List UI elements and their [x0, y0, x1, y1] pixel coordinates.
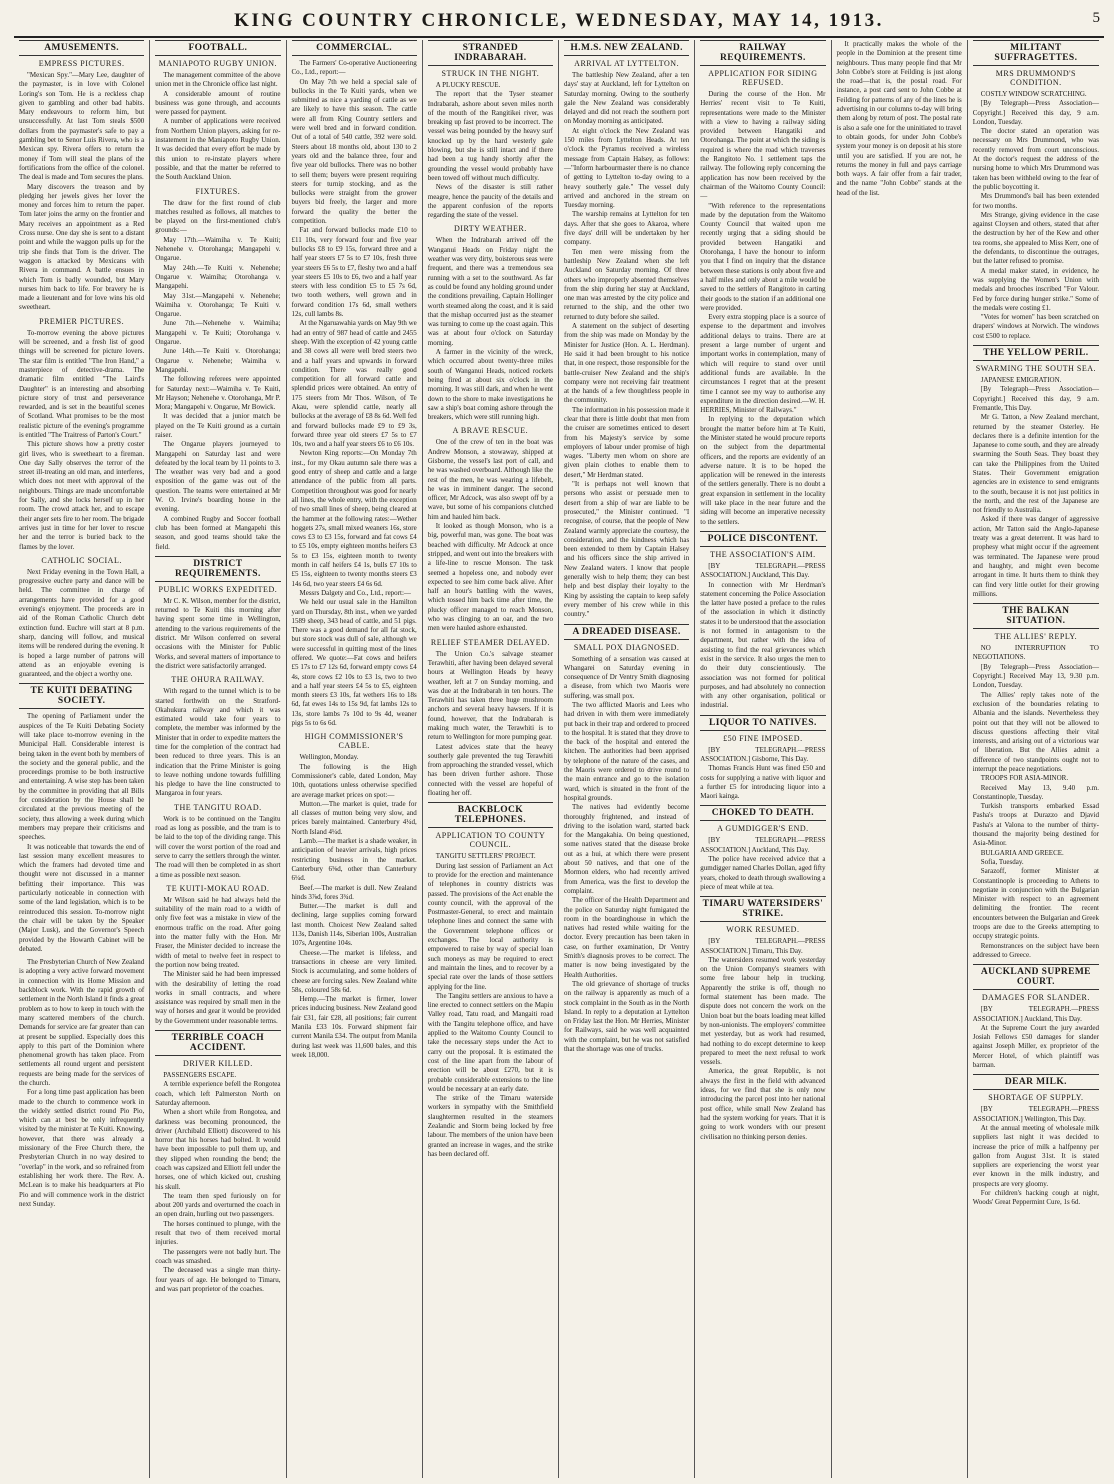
article-paragraph: [BY TELEGRAPH.—PRESS ASSOCIATION.] Wellington, This Day.	[972, 1105, 1099, 1123]
article-subheading: A BRAVE RESCUE.	[452, 426, 529, 436]
article-paragraph: [By Telegraph—Press Association—Copyright.] Received this day, 9 a.m. Fremantle, This Day.	[972, 385, 1099, 412]
article-paragraph: The following is the High Commissioner's cable, dated London, May 10th, quotations unless otherwise specified are average market prices on spot:—	[291, 762, 417, 799]
article	[837, 40, 962, 198]
article-paragraph: Lamb.—The market is a shade weaker, in anticipation of heavier arrivals, high prices restricting business in the market. Canterbury 6⅝d, other than Canterbury 6¼d.	[291, 837, 417, 883]
article	[428, 40, 553, 220]
article-paragraph: Sarazoff, former Minister at Constantinople is proceeding to Athens to negotiate in conjunction with the Bulgarian Minister with respect to an agreement delimiting the frontier. The recent encounters between the Bulgarian and Greek troops are due to the Greeks attempting to occupy strategic points.	[972, 867, 1099, 941]
article-subheading: APPLICATION FOR SIDING REFUSED.	[708, 69, 818, 87]
article	[19, 40, 144, 313]
article-heading: THE BALKAN SITUATION.	[973, 603, 1099, 629]
article	[19, 683, 144, 954]
article-heading: THE YELLOW PERIL.	[973, 345, 1099, 361]
column-6	[695, 40, 831, 1478]
article-heading: TE KUITI DEBATING SOCIETY.	[19, 683, 144, 709]
article-paragraph: Mr Wilson said he had always held the suitability of the main road to a width of only five feet was a mistake in view of the enormous traffic on the road. After going into the matter fully with the Hon. Mr Fraser, the Minister decided to increase the width of metal to twelve feet in respect to the portion now being treated.	[155, 895, 281, 969]
article-paragraph: The team then sped furiously on for about 200 yards and overturned the coach in an open drain, hurling out two passengers.	[155, 1191, 281, 1219]
article-subheading: DRIVER KILLED.	[183, 1059, 253, 1069]
masthead	[14, 6, 1104, 38]
article-heading: LIQUOR TO NATIVES.	[700, 715, 825, 731]
article-paragraph: A considerable amount of routine business was gone through, and accounts were passed for payment.	[155, 89, 281, 117]
article-subheading: EMPRESS PICTURES.	[38, 59, 125, 68]
article-paragraph: The battleship New Zealand, after a ten days' stay at Auckland, left for Lyttelton on Saturday morning. Owing to the southerly gale the New Zealand was considerably delayed and did not reach the southern port on Monday morning as anticipated.	[564, 71, 690, 126]
article-paragraph: The officer of the Health Department and the police on Saturday night fumigated the room in the boardinghouse in which the natives had rested while waiting for the doctor. Every precaution has been taken in case, on further examination, Dr Ventry Smith's diagnosis proves to be correct. The matter is now being investigated by the Health Authorities.	[564, 896, 690, 979]
article-paragraph: Sofia, Tuesday.	[980, 857, 1024, 866]
article-paragraph: A statement on the subject of deserting from the ship was made on Monday by the Minister for Justice (Hon. A. L. Herdman). He said it had been brought to his notice that, in one respect, those responsible for the battle-cruiser New Zealand and the ship's company were not receiving fair treatment at the hands of a few thoughtless people in the community.	[564, 322, 690, 405]
article-paragraph: A number of applications were received from Northern Union players, asking for re-instatement in the Maniapoto Rugby Union. It was decided that every effort be made by this union to re-instate players where possible, and that the matter be referred to the South Auckland Union.	[155, 117, 281, 182]
article	[564, 624, 689, 1055]
article-paragraph: Messrs Dalgety and Co., Ltd., report:—	[299, 588, 411, 597]
article-paragraph: In connection with Mr Herdman's statement concerning the Police Association the latter have posted a preface to the rules of the association in which it distinctly states it to be understood that the association is not formed in antagonism to the department, but rather with the idea of assisting to find the real grievances which exist in the service. It also urges the men to do their duty conscientiously. The association was not formed for political purposes, and had absolutely no connection with any other organisation, political or industrial.	[700, 580, 826, 710]
article-paragraph: It was noticeable that towards the end of last session many excellent measures to which the framers had devoted time and thought were not discussed in a manner befitting their importance. This was particularly noticeable in connection with some of the land legislation, which is to be reintroduced this session. To-morrow night the chair will be taken by the Speaker (Major Lusk), and the Governor's Speech provided by the Howarth Cabinet will be debated.	[19, 842, 145, 953]
article-subheading: £50 FINE IMPOSED.	[723, 733, 803, 743]
article-paragraph: Hemp.—The market is firmer, lower prices inducing business. New Zealand good fair £31, fair £28, all positions; fair current Manila £33 10s. Forward shipment fair current Manila £34. The output from Manila during last week was 11,600 bales, and this week 18,000.	[291, 995, 417, 1059]
article-paragraph: At the Supreme Court the jury awarded Josiah Fellows £50 damages for slander against Joseph Miller, ex proprietor of the Mercer Hotel, of which plaintiff was barman.	[972, 1023, 1099, 1070]
article-paragraph: When the Indrabarah arrived off the Wanganui Heads on Friday night the weather was very dirty, boisterous seas were frequent, and there was a tremendous sea running with a set to the southward. As far as could be found any holding ground under the conditions prevailing, Captain Hollinger worth steamed along the coast, and it is said that the mishap occurred just as the steamer was turning to come up the coast again. This was at about four o'clock on Saturday morning.	[427, 236, 553, 347]
article	[700, 896, 825, 1142]
article-paragraph: The following referees were appointed for Saturday next:—Waimiha v. Te Kuiti, Mr Hayson; Nehenehe v. Otorohanga, Mr P. Mora; Mangapehi v. Ongarue, Mr Bowick.	[155, 375, 281, 412]
article-paragraph: It was decided that a junior match be played on the Te Kuiti ground as a curtain raiser.	[155, 412, 281, 439]
article	[973, 40, 1099, 341]
article-paragraph: Fat and forward bullocks made £10 to £11 10s, very forward four and five year bullocks £8 to £9 15s, forward three and a half year steers £7 5s to £7 10s, fresh three year steers £6 5s to £7, fleshy two and a half year steers £5 10s to £6, two and a half year steers with less condition £5 to £5 7s 6d, two tooth wethers, well grown and in forward condition 17s 6d, small wethers 12s, cull lambs 8s.	[291, 226, 417, 319]
article-heading: AUCKLAND SUPREME COURT.	[973, 964, 1099, 990]
article-subheading: SHORTAGE OF SUPPLY.	[988, 1093, 1084, 1103]
article-paragraph: The Minister said he had been impressed with the desirability of letting the road works in small contracts, and where assistance was required by small men in the way of horses and gear it would be provided by the Government under reasonable terms.	[155, 970, 281, 1025]
article-paragraph: It looked as though Monson, who is a big, powerful man, was gone. The boat was beached with difficulty. Mr Adcock at once stripped, and went out into the breakers with a life-line to rescue Monson. The task seemed a hopeless one, and nobody ever expected to see him come back alive. After half an hour's battling with the waves, which tossed him back time after time, the plucky officer managed to reach Monson, who was clinging to an oar, and the two men were hauled ashore exhausted.	[427, 522, 553, 633]
article-paragraph: This picture shows how a pretty coster girl lives, who is sweetheart to a fireman. One day Sally observes the terror of the street ill-treating an old man, and interferes, which does not meet with approval of the neighbours. Things are made uncomfortable for Sally, and she locks herself up in her room. The crowd attack her, and to escape their anger sets fire to her room. The brigade arrives just in time for her lover to rescue her and the terror is buried back to the flames by the lover.	[19, 440, 145, 551]
article-paragraph: BULGARIA AND GREECE.	[980, 848, 1064, 857]
article	[292, 732, 417, 1060]
article-paragraph: A medal maker stated, in evidence, he was supplying the Women's Union with medals and brooches inscribed "For Valour. Fed by force during hunger strike." Some of the medals were costing £1.	[972, 266, 1099, 312]
article-paragraph: [BY TELEGRAPH.—PRESS ASSOCIATION.] Timaru, This Day.	[700, 937, 826, 955]
article-heading: TIMARU WATERSIDERS' STRIKE.	[700, 896, 825, 922]
article	[700, 531, 825, 711]
article-paragraph: "Mexican Spy."—Mary Lee, daughter of the paymaster, is in love with Colonel Loring's son Tom. He is a reckless chap given to gambling and other bad habits. Mary endeavours to reform him, but unsuccessfully. At last Tom steals $500 dollars from the paymaster's safe to pay a gambling bet to Senor Luis Rivera, who is a Mexican spy. Rivera offers to return the money if Tom will steal the plans of the fortifications from the office of the colonel. The deal is made and Tom secures the plans.	[19, 71, 145, 182]
article-paragraph: The doctor stated an operation was necessary on Mrs Drummond, who was recently removed from court unconscious. At the doctor's request the address of the nursing home to which Mrs Drummond was taken has been withheld owing to the fear of the public boycotting it.	[972, 127, 1099, 191]
article	[155, 803, 280, 880]
article	[700, 40, 825, 527]
article-paragraph: The old grievance of shortage of trucks on the railway is apparently as much of a stock complaint in the South as in the North Island. In reply to a deputation at Lyttelton on Friday last the Hon. Mr Herries, Minister for Railways, said he was well acquainted with the complaint, but he was not satisfied that the shortage was one of trucks.	[564, 979, 690, 1053]
article	[155, 675, 280, 799]
article-paragraph: The passengers were not badly hurt. The coach was smashed.	[155, 1247, 281, 1265]
column-1	[14, 40, 150, 1478]
column-8	[968, 40, 1104, 1478]
article	[700, 805, 825, 892]
article-paragraph: On May 7th we held a special sale of bullocks in the Te Kuiti yards, when we submitted as nice a yarding of cattle as we are likely to have this season. The cattle were all from King Country settlers and were well bred and in forward condition. Out of a total of 540 cattle, 392 were sold. Steers about 18 months old, about 130 to 2 years old and the balance three, four and five year old bullocks. There was no bother to sell them; buyers were present requiring steers for turnip stocking, and as the bullocks were straight from the grower buyers bid freely, the larger and more forward the quality the better the competition.	[291, 77, 417, 226]
article	[973, 603, 1099, 960]
article-paragraph: The police have received advice that a gumdigger named Charles Dollan, aged fifty years, choked to death through swallowing a piece of meat while at tea.	[700, 855, 826, 891]
article-paragraph: The Farmers' Co-operative Auctioneering Co., Ltd., report:—	[291, 59, 417, 77]
article-subheading: THE OHURA RAILWAY.	[171, 675, 265, 685]
article-paragraph: News of the disaster is still rather meagre, hence the paucity of the details and the apparent confusion of the reports regarding the state of the vessel.	[427, 183, 553, 220]
article-subheading: HIGH COMMISSIONER'S CABLE.	[304, 732, 404, 751]
article-paragraph: The opening of Parliament under the auspices of the Te Kuiti Debating Society will take place to-morrow evening in the Municipal Hall. Considerable interest is being taken in the event both by members of the society and the general public, and the proceedings promise to be both instructive and entertaining. A wise step has been taken by the committee in providing that all Bills for consideration by the House shall be circulated at the previous meeting of the society, thus allowing a week during which members may prepare their criticisms and speeches.	[19, 712, 145, 842]
article-paragraph: JAPANESE EMIGRATION.	[980, 376, 1062, 385]
article-paragraph: June 7th.—Nehenehe v. Waimiha; Mangapehi v. Te Kuiti; Otorohanga v. Ongarue.	[155, 319, 281, 347]
article-paragraph: For children's hacking cough at night, Woods' Great Peppermint Cure, 1s 6d.	[972, 1188, 1099, 1207]
article-paragraph: Cheese.—The market is lifeless, and transactions in cheese are very limited. Stock is accumulating, and some holders of cheese are forcing sales. New Zealand white 58s, coloured 58s 6d.	[291, 948, 417, 994]
article-heading: DISTRICT REQUIREMENTS.	[155, 556, 280, 582]
article-subheading: PREMIER PICTURES.	[39, 316, 125, 326]
article-heading: BACKBLOCK TELEPHONES.	[428, 802, 553, 828]
article-paragraph: [BY TELEGRAPH.—PRESS ASSOCIATION.] Auckland, This Day.	[700, 561, 826, 580]
article-paragraph: A combined Rugby and Soccer football club has been formed at Mangapehi this season, and good teams should take the field.	[155, 514, 281, 551]
article	[19, 317, 144, 552]
article	[19, 556, 144, 680]
article-subheading: ARRIVAL AT LYTTELTON.	[574, 59, 680, 68]
article-subheading: WORK RESUMED.	[726, 925, 800, 935]
article	[973, 964, 1099, 1070]
column-2	[150, 40, 286, 1478]
article	[155, 1030, 280, 1294]
article-paragraph: The watersiders resumed work yesterday on the Union Company's steamers with some free labour help in trucking. Apparently the strike is off, though no formal statement has been made. The dispute does not concern the work on the Union boat but the boats loading meat killed by non-unionists. The employers' committee met yesterday, but as work had resumed, had nothing to do except determine to keep prepared to meet the next refusal to work vessels.	[700, 955, 826, 1067]
article-paragraph: In replying to the deputation which brought the matter before him at Te Kuiti, the Minister stated he would procure reports on the subject from the departmental officers, and the reports are evidently of an adverse nature. It is to be hoped the application will be renewed in the interests of the settlers generally. There is no doubt a great expansion in settlement in the locality will take place in the near future and the siding will become an imperative necessity to the settlers.	[700, 415, 826, 526]
article-paragraph: Received May 13, 9.40 p.m. Constantinople, Tuesday.	[972, 783, 1099, 801]
article-paragraph: "Votes for women" has been scratched on drapers' windows at Norwich. The windows cost £500 to replace.	[972, 313, 1099, 340]
article-paragraph: America, the great Republic, is not always the first in the field with advanced ideas, for we find that she is only now introducing the parcel post into her national post office, while small New Zealand has had the system working for years. That it is going to work wonders with our present civilisation no thinking person denies.	[700, 1067, 826, 1141]
article-paragraph: Mr G. Tatton, a New Zealand merchant, returned by the steamer Osterley. He declares there is a definite intention for the Japanese to come south, and they are already swarming the South Seas. They boast they can take the Philippines from the United States. Their Government emigration agencies are in existence to send emigrants to the south, because it is not just politics in the north, and the rest of the Japanese are not friendly to Australia.	[972, 413, 1099, 515]
article	[428, 638, 553, 799]
article-paragraph: May 31st.—Mangapehi v. Nehenehe; Waimiha v. Otorohanga; Te Kuiti v. Ongarue.	[155, 291, 281, 319]
article-paragraph: The deceased was a single man thirty-four years of age. He belonged to Timaru, and was part proprietor of the coaches.	[155, 1266, 281, 1293]
article-paragraph: Mary discovers the treason and by pledging her jewels gives her lover the money and forces him to return the paper. Tom later joins the army on the frontier and Mary receives an appointment as a Red Cross nurse. One day she is sent to a distant point and while the waggon pulls up for the trip she finds that Tom is the driver. The waggon is attacked by Mexicans with Rivera in command. A battle ensues in which Tom is badly wounded, but Mary nurses him back to life. For bravery he is made a lieutenant and for love wins his old sweetheart.	[19, 182, 145, 312]
article-subheading: CATHOLIC SOCIAL.	[41, 555, 122, 565]
article-heading: FOOTBALL.	[155, 40, 280, 56]
article-paragraph: Beef.—The market is dull. New Zealand hinds 3⅞d, fores 3¾d.	[291, 883, 417, 901]
article	[564, 40, 689, 620]
column-3	[287, 40, 423, 1478]
article-paragraph: When a short while from Rongotea, and darkness was becoming pronounced, the driver (Archibald Elliott) discovered to his horror that his horses had bolted. It would have been impossible to pull them up, and they slipped when rounding the bend; the coach was capsized and Elliott fell under the horses, one of which kicked out, crushing his skull.	[155, 1108, 281, 1191]
article-paragraph: The information in his possession made it clear that there is little doubt that men from the cruiser are sometimes enticed to desert from his Majesty's service by some employers of labour under promise of high wages. "Liberty men whom on shore are given plain clothes to enable them to desert," Mr Herdman stated.	[564, 405, 690, 479]
article-paragraph: The report that the Tyser steamer Indrabarah, ashore about seven miles north of the mouth of the Rangitikei river, was breaking up fast proved to be incorrect. The vessel was being pounded by the heavy surf knocked up by the hard westerly gale blowing, but she is still intact and if there had been a tug handy shortly after the grounding the vessel would probably have been towed off without much difficulty.	[427, 90, 553, 182]
article-paragraph: [BY TELEGRAPH.—PRESS ASSOCIATION.] Gisborne, This Day.	[700, 745, 826, 763]
article-paragraph: Something of a sensation was caused at Whangarei on Saturday evening in consequence of Dr Ventry Smith diagnosing a disease, from which two Maoris were suffering, was small pox.	[564, 654, 690, 700]
article	[155, 40, 280, 183]
article-paragraph: To-morrow evening the above pictures will be screened, and a fresh list of good things will be screened for picture lovers. The star film is entitled "The Iron Hand," a masterpiece of detective-drama. The dramatic film entitled "The Laird's Daughter" is an interesting and absorbing picture story of trust and perseverance rewarded, and is set in the beautiful scenes of Scotland. What promises to be the most realistic picture of the evening's programme is entitled "The Traitress of Parton's Court."	[19, 328, 145, 439]
article-subheading: MRS DRUMMOND'S CONDITION.	[995, 69, 1076, 87]
article-heading: STRANDED INDRABARAH.	[428, 40, 553, 66]
article-paragraph: [By Telegraph—Press Association—Copyright.] Received this day, 9 a.m. London, Tuesday.	[972, 99, 1099, 126]
article-paragraph: The warship remains at Lyttelton for ten days. After that she goes to Akaroa, where five days' drill will be undertaken by her company.	[564, 210, 690, 247]
article-paragraph: The Ongarue players journeyed to Mangapehi on Saturday last and were defeated by the local team by 11 points to 3. The weather was very bad and a good exposition of the game was out of the question. The teams were entertained at Mr W. O. Irvine's boarding house in the evening.	[155, 440, 281, 514]
columns-container	[14, 40, 1104, 1478]
article-paragraph: We held our usual sale in the Hamilton yard on Thursday, 8th inst., when we yarded 1589 sheep, 343 head of cattle, and 51 pigs. There was a good demand for all fat stock, but store stock was dull of sale, although we were successful in quitting most of the lines offered. We quote:—Fat cows and heifers £5 17s to £7 12s 6d, forward empty cows £4 4s, store cows £2 10s to £3 1s, two to two and a half year steers £4 5s to £5, eighteen month steers £3 10s, fat wethers 16s to 18s 6d, fat ewes 14s to 15s 9d, fat lambs 12s to 13s, store lambs 7s 10d to 9s 4d, weaner pigs 5s to 6s 6d.	[291, 598, 417, 728]
newspaper-title: KING COUNTRY CHRONICLE, WEDNESDAY, MAY 14, 1913.	[234, 10, 884, 31]
article-paragraph: During the course of the Hon. Mr Herries' recent visit to Te Kuiti, representations were made to the Minister with a view to having a railway siding provided between Hangatiki and Otorohanga. The point at which the siding is required is where the road which traverses the Rangitoto No. 1 settlement taps the railway. The following reply concerning the application has now been received by the chairman of the Waitomo County Council:—	[700, 90, 826, 201]
article-paragraph: [By Telegraph—Press Association—Copyright.] Received May 13, 9.30 p.m. London, Tuesday.	[972, 662, 1099, 690]
article-paragraph: "It is perhaps not well known that persons who assist or persuade men to desert from a ship of war are liable to be prosecuted," the Minister continued. "I recognise, of course, that the people of New Zealand warmly appreciate the courtesy, the consideration, and the kindness which has been extended to them by Captain Halsey and his officers since the ship arrived in New Zealand waters. I know that people generally wish to help them; they can best help and best display their loyalty to the King by assisting the captain to keep safely every member of his crew while in this country."	[564, 480, 690, 619]
article	[155, 884, 280, 1026]
article-paragraph: May 17th.—Waimiha v. Te Kuiti; Nehenehe v. Otorohanga; Mangapehi v. Ongarue.	[155, 235, 281, 263]
article-heading: CHOKED TO DEATH.	[700, 805, 825, 821]
article	[700, 715, 825, 802]
article-paragraph: Remonstrances on the subject have been addressed to Greece.	[972, 941, 1099, 959]
article-paragraph: "With reference to the representations made by the deputation from the Waitomo County Council that waited upon me recently urging that a siding should be provided between Hangatiki and Otorohanga, I have the honour to inform you that I find on inquiry that the distance between these stations is only about five and a half miles and only about a mile would be saved to the settlers of Rangitoto in carting their goods to the station if an additional one were provided.	[700, 201, 826, 312]
article-paragraph: Mrs Strange, giving evidence in the case against Cloysen and others, stated that after the destruction by her of the Kew and other tea rooms, she appealed to Miss Kerr, one of the defendants, to discontinue the outrages, but the latter refused to promise.	[972, 210, 1099, 266]
article-paragraph: NO INTERRUPTION TO NEGOTIATIONS.	[972, 644, 1099, 662]
article-paragraph: At the annual meeting of wholesale milk suppliers last night it was decided to increase the price of milk a halfpenny per gallon from August 31st. It is stated suppliers are experiencing the worst year ever known in the milk industry, and prospects are very gloomy.	[972, 1123, 1099, 1188]
article	[428, 224, 553, 422]
article-paragraph: Mrs Drummond's bail has been extended for two months.	[972, 192, 1099, 210]
column-4	[423, 40, 559, 1478]
article-subheading: A GUMDIGGER'S END.	[717, 824, 809, 834]
article-paragraph: At eight o'clock the New Zealand was 150 miles from Lyttelton Heads. At ten o'clock the Pyramus received a wireless message from Captain Halsey, as follows:—"Inform harbourmaster there is no chance of getting to Lyttelton to-day owing to a heavy southerly gale." The vessel duly arrived and anchored in the stream on Tuesday morning.	[564, 126, 690, 210]
article-heading: POLICE DISCONTENT.	[700, 531, 825, 547]
article-subheading: MANIAPOTO RUGBY UNION.	[158, 59, 278, 68]
article-paragraph: A terrible experience befell the Rongotea coach, which left Palmerston North on Saturday afternoon.	[155, 1080, 281, 1107]
article-paragraph: [BY TELEGRAPH.—PRESS ASSOCIATION.] Auckland, This Day.	[700, 836, 826, 854]
article	[973, 1074, 1099, 1207]
article-subheading: TE KUITI-MOKAU ROAD.	[166, 883, 270, 893]
article-subheading: SMALL POX DIAGNOSED.	[573, 642, 680, 652]
article-paragraph: TROOPS FOR ASIA-MINOR.	[980, 774, 1069, 783]
article	[428, 426, 553, 633]
article-paragraph: Mr C. K. Wilson, member for the district, returned to Te Kuiti this morning after having spent some time in Wellington, attending to the various requirements of the district. Mr Wilson conferred on several occasions with the Minister for Public Works, and several matters of importance to the district were satisfactorily arranged.	[155, 596, 281, 670]
article	[155, 187, 280, 552]
article-subheading: DAMAGES FOR SLANDER.	[981, 993, 1090, 1003]
article-paragraph: Next Friday evening in the Town Hall, a progressive euchre party and dance will be held. The committee in charge of arrangements have provided for a good evening's enjoyment. The proceeds are in aid of the Roman Catholic Church debt extinction fund. Euchre will start at 8 p.m. sharp, dancing will follow, and musical items will be rendered during the evening. It is hoped a large number of patrons will attend as an enjoyable evening is guaranteed, and the object a worthy one.	[19, 567, 145, 679]
article-paragraph: The Union Co.'s salvage steamer Terawhiti, after having been delayed several hours at Wellington Heads by heavy weather, left at 7 on Sunday morning, and was due at the Indrabarah in ten hours. The Terawhiti has taken three huge mushroom anchors and several heavy hawsers. If it is found, however, that the Indrabarah is making much water, the Terawhiti is to return to Wellington for more pumping gear.	[427, 649, 553, 742]
article-paragraph: The Presbyterian Church of New Zealand is adopting a very active forward movement in connection with its Home Mission and backblock work. With the rapid growth of settlement in the North Island it finds a great problem as to how to keep in touch with the many scattered members of the church. Demands for service are far greater than can at present be supplied. Especially does this apply to this part of the Dominion where phenomenal growth has taken place. From settlements all round urgent and persistent requests are being made for the services of the church.	[19, 958, 145, 1087]
article-paragraph: Turkish transports embarked Essad Pasha's troops at Durazzo and Djavid Pasha's at Valona to the number of thirty-thousand the majority being destined for Asia-Minor.	[972, 802, 1099, 848]
article-paragraph: At the Ngaruawahia yards on May 9th we had an entry of 987 head of cattle and 2455 sheep. With the exception of 42 young cattle and 38 cows all were well bred steers two and a half years and upwards in forward condition. There was really good competition for all forward cattle and splendid prices were obtained. An entry of 175 steers from Mr Thos. Wilson, of Te Akau, were splendid cattle, nearly all bullocks at the average of £8 8s 6d. Well fed and forward bullocks made £9 to £9 3s, forward three year old steers £7 5s to £7 10s, two and a half year steers £6 to £6 10s.	[291, 319, 417, 449]
article-paragraph: Wellington, Monday.	[299, 753, 359, 762]
article-paragraph: The draw for the first round of club matches resulted as follows, all matches to be played on the first-mentioned club's grounds:—	[155, 198, 281, 235]
article-subheading: STRUCK IN THE NIGHT.	[441, 69, 540, 78]
article-paragraph: Newton King reports:—On Monday 7th inst., for my Okau autumn sale there was a good entry of sheep and cattle and a large attendance of the public from all parts. Competition throughout was good for nearly all lines, the whole entry, with the exception of two small lines of sheep, being cleared at the hammer at the following rates:—Wether hoggets 27s, small mixed weaners 16s, store cows £3 to £3 15s, forward and fat cows £4 to £5 10s, empty eighteen months heifers £3 5s to £3 15s, eighteen month to twenty month in calf heifers £4 1s, bulls £7 10s to £5 15s, eighteen to twenty months steers £3 14s 6d, two year steers £4 6s 6d.	[291, 449, 417, 588]
article-heading: DEAR MILK.	[973, 1074, 1099, 1090]
article-subheading: RELIEF STEAMER DELAYED.	[430, 637, 550, 647]
article	[292, 40, 417, 728]
article-heading: RAILWAY REQUIREMENTS.	[700, 40, 825, 66]
article-heading: A DREADED DISEASE.	[564, 624, 689, 640]
article	[428, 802, 553, 1159]
article-paragraph: May 24th.—Te Kuiti v. Nehenehe; Ongarue v. Waimiha; Otorohanga v. Mangapehi.	[155, 263, 281, 291]
article-paragraph: The natives had evidently become thoroughly frightened, and instead of driving to the isolation ward, started back for the Mangakahia. On being questioned, some natives stated that the disease broke out as a hui, at which there were present about 50 natives, and that one of the Mormon elders, who had recently arrived from America, was the first to develop the complaint.	[564, 803, 690, 895]
article-paragraph: A farmer in the vicinity of the wreck, which occurred about twenty-three miles south of Wanganui Heads, noticed rockets being fired at about six o'clock in the morning. It was still dark, and when he went down to the shore to make investigations he saw a ship's boat coming ashore through the breakers, which were still running high.	[427, 348, 553, 422]
article-paragraph: With regard to the tunnel which is to be started forthwith on the Stratford-Okahukura railway and which it was estimated would take four years to complete, the member was informed by the Minister that in order to expedite matters the time for the completion of the contract had been reduced to three years. This is an indication that the Prime Minister is going to leave nothing undone towards fulfilling his pledge to have the line constructed to Mangaroa in four years.	[155, 687, 281, 798]
page-number: 5	[1092, 10, 1100, 26]
article-paragraph: TANGITU SETTLERS' PROJECT.	[435, 852, 536, 861]
article-paragraph: The Allies' reply takes note of the exclusion of the boundaries relating to Albania and the islands. Nevertheless they point out that they will not be allowed to discuss questions affecting their vital interests, and arising out of a victorious war of liberation. But the Allies admit a difference of two standpoints ought not to interrupt the peace negotiations.	[972, 690, 1099, 773]
article-subheading: THE ASSOCIATION'S AIM.	[710, 549, 816, 559]
column-5	[559, 40, 695, 1478]
article-heading: H.M.S. NEW ZEALAND.	[564, 40, 689, 56]
article-subheading: DIRTY WEATHER.	[454, 224, 527, 234]
article-paragraph: A PLUCKY RESCUE.	[435, 81, 501, 89]
article-paragraph: Latest advices state that the heavy southerly gale prevented the tug Terawhiti from approaching the stranded vessel, which has been driven further ashore. Those connected with the vessel are hopeful of floating her off.	[427, 742, 553, 798]
article-subheading: FIXTURES.	[195, 186, 241, 196]
article-paragraph: [BY TELEGRAPH.—PRESS ASSOCIATION.] Auckland, This Day.	[972, 1005, 1099, 1023]
article-paragraph: During last session of Parliament an Act to provide for the erection and maintenance of telephones in country districts was passed. The provisions of the Act enable the county council, with the approval of the Postmaster-General, to erect and maintain telephone lines and connect the same with the Government telephone offices or exchanges. The local authority is empowered to raise by way of special loan such moneys as may be required to erect and maintain the lines, and to recover by a special rate over the lands of those settlers applying for the line.	[427, 861, 553, 991]
article-paragraph: The strike of the Timaru waterside workers in sympathy with the Smithfield slaughtermen resulted in the steamers Zealandic and Storm being locked by free labour. The members of the union have been granted an increase in wages, and the strike has been declared off.	[427, 1094, 553, 1158]
article-subheading: THE TANGITU ROAD.	[174, 802, 262, 812]
article-paragraph: It practically makes the whole of the people in the Dominion at the present time neighbours. Thus many people find that Mr John Cobbe's store at Feilding is just along the road—that is, the postal road. For instance, a post card sent to John Cobbe at Feilding for patterns of any of the lines he is advertising in our columns to-day will bring them along by return of post. The postal rate is also a safe one for the uninitiated to travel to obtain goods, for under John Cobbe's system your money is on deposit at his store until you are satisfied. If you are not, he returns the money in full and pays carriage both ways. A fair offer from a fair trader, and the name "John Cobbe" stands at the head of the list.	[836, 40, 962, 197]
article-paragraph: PASSENGERS ESCAPE.	[163, 1071, 237, 1080]
article-heading: COMMERCIAL.	[292, 40, 417, 56]
article-paragraph: Mutton.—The market is quiet, trade for all classes of mutton being very slow, and prices barely maintained. Canterbury 4¼d, North Island 4¼d.	[291, 799, 417, 836]
article-paragraph: The two afflicted Maoris and Lees who had driven in with them were immediately put back in their trap and ordered to proceed to the hospital. It is stated that they drove to the back of the hospital and entered the kitchen. The authorities had been apprised by telephone of the nature of the cases, and the Maoris were ordered to drive round to the main entrance and go to the isolation ward, which is situated in the front of the hospital grounds.	[564, 701, 690, 802]
article-paragraph: Asked if there was danger of aggressive action, Mr Tatton said the Anglo-Japanese treaty was a great deterrent. It was hard to prophesy what might occur if the agreement was terminated. The Japanese were proud and haughty, and might even become arrogant in time. It hurts them to think they can find very little outlet for their growing millions.	[972, 515, 1099, 598]
article-subheading: THE ALLIES' REPLY.	[994, 632, 1078, 642]
article-paragraph: June 14th.—Te Kuiti v. Otorohanga; Ongarue v. Nehenehe; Waimiha v. Mangapehi.	[155, 347, 281, 374]
article-subheading: PUBLIC WORKS EXPEDITED.	[158, 584, 278, 594]
article-paragraph: Every extra stopping place is a source of expense to the department and involves additional delays to trains. There are at present a large number of urgent and important works in contemplation, many of which will require to stand over until additional funds are available. In the circumstances I regret that at the present time I cannot see my way to authorise any expenditure in the direction desired.—W. H. HERRIES, Minister of Railways."	[700, 313, 826, 415]
article-paragraph: The horses continued to plunge, with the result that two of them received mortal injuries.	[155, 1219, 281, 1247]
article-paragraph: COSTLY WINDOW SCRATCHING.	[980, 90, 1087, 98]
article-heading: AMUSEMENTS.	[19, 40, 144, 56]
article-paragraph: The management committee of the above union met in the Chronicle office last night.	[155, 71, 281, 89]
article-paragraph: Ten men were missing from the battleship New Zealand when she left Auckland on Saturday morning. Of three others who improperly absented themselves from the ship during her stay at Auckland, one man was arrested by the city police and returned to the ship, and the other two returned to duty before she sailed.	[564, 247, 690, 321]
article	[155, 556, 280, 671]
article-paragraph: Work is to be continued on the Tangitu road as long as possible, and the tram is to be laid to the top of the dividing range. This will cover the worst portion of the road and serve to carry the settlers through the winter. The road will then be completed in as short a time as possible next season.	[155, 814, 281, 879]
article-paragraph: Thomas Francis Hunt was fined £50 and costs for supplying a native with liquor and a further £5 for introducing liquor into a Maori kainga.	[700, 764, 826, 801]
article	[19, 958, 144, 1209]
column-7	[832, 40, 968, 1478]
article	[973, 345, 1099, 599]
article-paragraph: One of the crew of ten in the boat was Andrew Monson, a stowaway, shipped at Gisborne, the vessel's last port of call, and he was washed overboard. Although like the rest of the men, he was wearing a lifebelt, he was in imminent danger. The second officer, Mr Adcock, was also swept off by a wave, but some of his companions clutched him and hauled him back.	[427, 438, 553, 521]
article-heading: TERRIBLE COACH ACCIDENT.	[155, 1030, 280, 1056]
article-subheading: SWARMING THE SOUTH SEA.	[975, 364, 1096, 374]
article-paragraph: The Tangitu settlers are anxious to have a line erected to connect settlers on the Mapiu Valley road, Tatu road, and Mangaiti road with the Tangitu telephone office, and have applied to the Waitomo County Council to take the necessary steps under the Act to carry out the proposal. It is estimated the cost of the line apart from the labour of erection will be about £270, but it is probable considerable extensions to the line would be necessary at an early date.	[427, 991, 553, 1093]
article-heading: MILITANT SUFFRAGETTES.	[973, 40, 1099, 66]
article-subheading: APPLICATION TO COUNTY COUNCIL.	[435, 831, 546, 850]
article-paragraph: Butter.—The market is dull and declining, large supplies coming forward last month. Choicest New Zealand salted 113s, Danish 114s, Siberian 100s, Australian 107s, Argentine 104s.	[291, 902, 417, 948]
article-paragraph: For a long time past application has been made to the church to commence work in the widely settled district round Pio Pio, which can at best be only infrequently visited by the minister at Te Kuiti. Knowing, however, that there was already a missionary of the Free Church there, the Presbyterian Church in no way desired to "overlap" in the work, and so refrained from establishing her work there. The Rev. A. McLean is to make his headquarters at Pio Pio and will commence work in the district next Sunday.	[19, 1088, 145, 1208]
